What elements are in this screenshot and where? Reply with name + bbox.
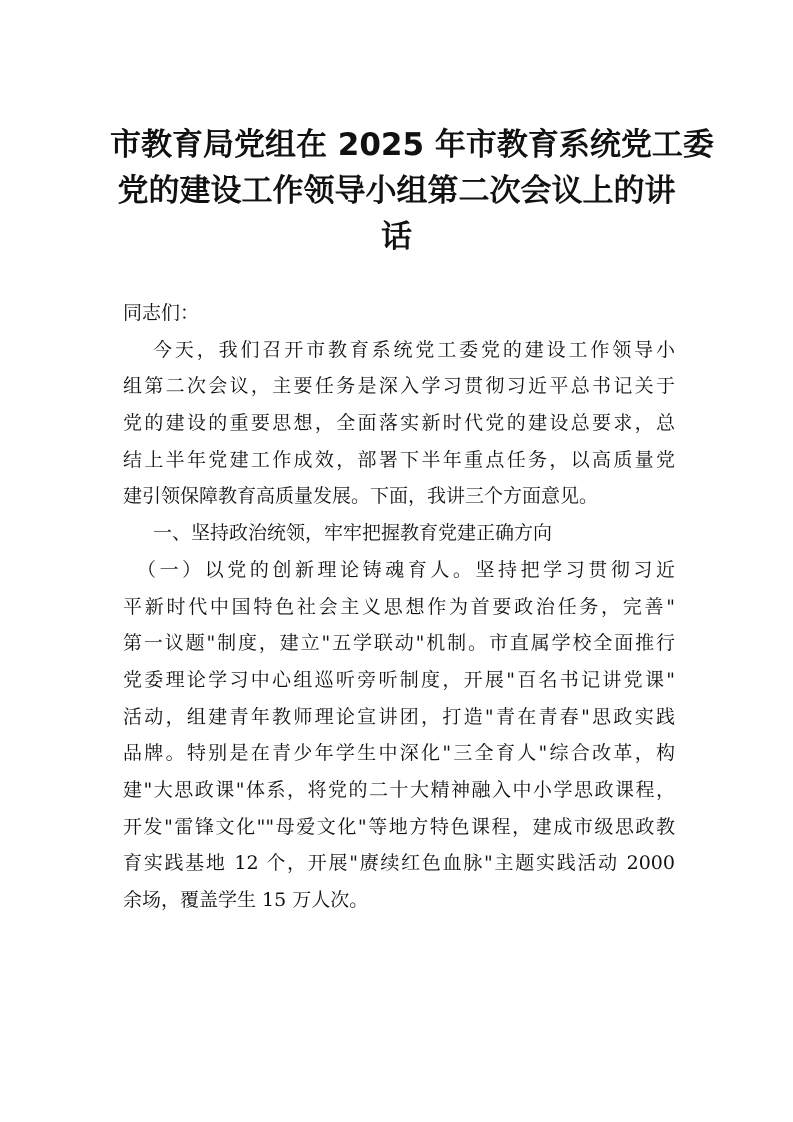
section-heading: 一、坚持政治统领，牢牢把握教育党建正确方向: [153, 522, 553, 545]
paragraph-line: （一）以党的创新理论铸魂育人。坚持把学习贯彻习近: [137, 558, 675, 581]
salutation: 同志们：: [123, 302, 200, 324]
paragraph-line: 结上半年党建工作成效，部署下半年重点任务，以高质量党: [123, 448, 675, 471]
paragraph-line: 育实践基地 12 个，开展"赓续红色血脉"主题实践活动 2000: [123, 852, 675, 875]
paragraph-line: 今天，我们召开市教育系统党工委党的建设工作领导小: [153, 338, 675, 361]
title-line: 党的建设工作领导小组第二次会议上的讲: [117, 173, 676, 209]
paragraph-line: 建"大思政课"体系，将党的二十大精神融入中小学思政课程，: [123, 778, 675, 801]
paragraph-line: 活动，组建青年教师理论宣讲团，打造"青在青春"思政实践: [123, 705, 675, 728]
paragraph-line: 党委理论学习中心组巡听旁听制度，开展"百名书记讲党课": [123, 668, 675, 691]
title-line: 话: [381, 219, 412, 255]
document-title: [110, 122, 714, 260]
paragraph-line: 组第二次会议，主要任务是深入学习贯彻习近平总书记关于: [123, 375, 675, 398]
paragraph-line: 建引领保障教育高质量发展。下面，我讲三个方面意见。: [123, 485, 599, 508]
document-body: [123, 295, 675, 919]
title-line: 市教育局党组在 2025 年市教育系统党工委: [110, 127, 714, 163]
paragraph-line: 开发"雷锋文化""母爱文化"等地方特色课程，建成市级思政教: [123, 815, 675, 838]
paragraph-line: 党的建设的重要思想，全面落实新时代党的建设总要求，总: [123, 412, 675, 435]
paragraph-line: 余场，覆盖学生 15 万人次。: [123, 889, 369, 911]
paragraph-line: 第一议题"制度，建立"五学联动"机制。市直属学校全面推行: [123, 632, 675, 655]
paragraph-line: 平新时代中国特色社会主义思想作为首要政治任务，完善": [123, 595, 675, 618]
paragraph-line: 品牌。特别是在青少年学生中深化"三全育人"综合改革，构: [123, 742, 675, 765]
